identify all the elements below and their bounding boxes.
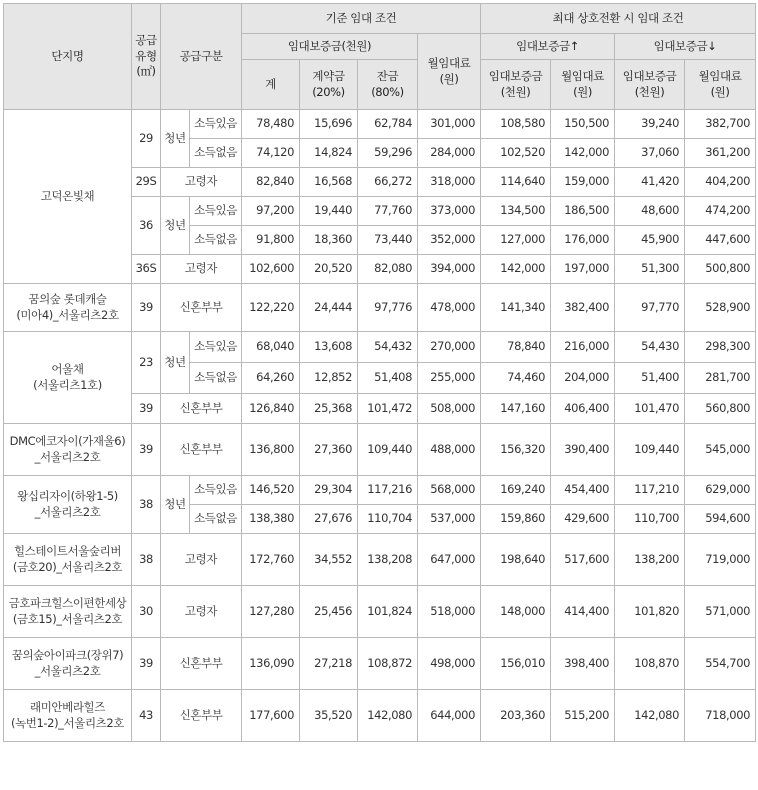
cell-down: 29,304	[300, 476, 358, 505]
cell-down: 13,608	[300, 332, 358, 363]
cell-down-rent: 718,000	[685, 690, 756, 742]
cell-balance: 62,784	[358, 110, 418, 139]
category-group: 청년	[161, 332, 190, 394]
cell-total: 74,120	[242, 139, 300, 168]
cell-down-rent: 298,300	[685, 332, 756, 363]
supply-type: 29	[132, 110, 161, 168]
cell-rent: 647,000	[418, 534, 481, 586]
supply-type: 43	[132, 690, 161, 742]
cell-down: 27,360	[300, 424, 358, 476]
cell-balance: 54,432	[358, 332, 418, 363]
cell-down-deposit: 37,060	[615, 139, 685, 168]
cell-down-deposit: 41,420	[615, 168, 685, 197]
cell-up-deposit: 203,360	[481, 690, 551, 742]
header-balance: 잔금 (80%)	[358, 60, 418, 110]
category-sub: 소득없음	[190, 139, 242, 168]
cell-up-deposit: 156,320	[481, 424, 551, 476]
cell-total: 172,760	[242, 534, 300, 586]
table-row	[4, 586, 756, 638]
cell-total: 136,800	[242, 424, 300, 476]
complex-name: 꿈의숲 롯데캐슬 (미아4)_서울리츠2호	[4, 284, 132, 332]
cell-balance: 101,824	[358, 586, 418, 638]
cell-down: 25,456	[300, 586, 358, 638]
cell-rent: 352,000	[418, 226, 481, 255]
cell-down-deposit: 54,430	[615, 332, 685, 363]
cell-total: 68,040	[242, 332, 300, 363]
category: 신혼부부	[161, 690, 242, 742]
header-supply-type: 공급 유형 (㎡)	[132, 4, 161, 110]
header-down-payment: 계약금 (20%)	[300, 60, 358, 110]
cell-up-deposit: 156,010	[481, 638, 551, 690]
cell-down-deposit: 101,820	[615, 586, 685, 638]
cell-down: 18,360	[300, 226, 358, 255]
cell-up-deposit: 102,520	[481, 139, 551, 168]
header-up-deposit: 임대보증금 (천원)	[481, 60, 551, 110]
cell-total: 177,600	[242, 690, 300, 742]
cell-up-rent: 176,000	[551, 226, 615, 255]
cell-total: 146,520	[242, 476, 300, 505]
supply-type: 39	[132, 638, 161, 690]
cell-balance: 51,408	[358, 363, 418, 394]
supply-type: 39	[132, 284, 161, 332]
supply-type: 38	[132, 534, 161, 586]
header-up-rent: 월임대료 (원)	[551, 60, 615, 110]
cell-up-rent: 517,600	[551, 534, 615, 586]
category: 신혼부부	[161, 424, 242, 476]
cell-down-deposit: 39,240	[615, 110, 685, 139]
cell-total: 82,840	[242, 168, 300, 197]
header-deposit-down: 임대보증금↓	[615, 34, 756, 60]
category-group: 청년	[161, 197, 190, 255]
cell-rent: 518,000	[418, 586, 481, 638]
cell-total: 136,090	[242, 638, 300, 690]
cell-rent: 373,000	[418, 197, 481, 226]
cell-up-rent: 186,500	[551, 197, 615, 226]
header-monthly-rent: 월임대료 (원)	[418, 34, 481, 110]
cell-down: 25,368	[300, 394, 358, 424]
cell-rent: 537,000	[418, 505, 481, 534]
cell-up-deposit: 74,460	[481, 363, 551, 394]
cell-total: 126,840	[242, 394, 300, 424]
cell-up-rent: 406,400	[551, 394, 615, 424]
category-sub: 소득없음	[190, 505, 242, 534]
cell-total: 138,380	[242, 505, 300, 534]
cell-up-rent: 197,000	[551, 255, 615, 284]
cell-down-rent: 545,000	[685, 424, 756, 476]
cell-up-deposit: 148,000	[481, 586, 551, 638]
cell-down-rent: 560,800	[685, 394, 756, 424]
cell-down-rent: 382,700	[685, 110, 756, 139]
cell-down-rent: 281,700	[685, 363, 756, 394]
cell-rent: 255,000	[418, 363, 481, 394]
cell-down-rent: 474,200	[685, 197, 756, 226]
cell-balance: 77,760	[358, 197, 418, 226]
cell-down: 12,852	[300, 363, 358, 394]
cell-rent: 644,000	[418, 690, 481, 742]
cell-up-deposit: 147,160	[481, 394, 551, 424]
category: 고령자	[161, 255, 242, 284]
cell-down-deposit: 117,210	[615, 476, 685, 505]
category: 신혼부부	[161, 284, 242, 332]
cell-down-deposit: 110,700	[615, 505, 685, 534]
cell-balance: 108,872	[358, 638, 418, 690]
supply-type: 30	[132, 586, 161, 638]
header-standard-terms: 기준 임대 조건	[242, 4, 481, 34]
cell-up-rent: 390,400	[551, 424, 615, 476]
supply-type: 39	[132, 394, 161, 424]
cell-up-rent: 414,400	[551, 586, 615, 638]
header-down-deposit: 임대보증금 (천원)	[615, 60, 685, 110]
complex-name: DMC에코자이(가재울6) _서울리츠2호	[4, 424, 132, 476]
table-row	[4, 476, 756, 505]
cell-down-rent: 500,800	[685, 255, 756, 284]
header-deposit-up: 임대보증금↑	[481, 34, 615, 60]
complex-name: 힐스테이트서울숲리버 (금호20)_서울리츠2호	[4, 534, 132, 586]
cell-up-deposit: 198,640	[481, 534, 551, 586]
table-row	[4, 110, 756, 139]
category: 신혼부부	[161, 394, 242, 424]
supply-type: 39	[132, 424, 161, 476]
category-sub: 소득있음	[190, 476, 242, 505]
cell-down: 20,520	[300, 255, 358, 284]
table-row	[4, 284, 756, 332]
cell-total: 78,480	[242, 110, 300, 139]
cell-rent: 318,000	[418, 168, 481, 197]
header-max-terms: 최대 상호전환 시 임대 조건	[481, 4, 756, 34]
cell-up-deposit: 134,500	[481, 197, 551, 226]
cell-up-rent: 150,500	[551, 110, 615, 139]
cell-down: 15,696	[300, 110, 358, 139]
cell-total: 102,600	[242, 255, 300, 284]
cell-down-rent: 554,700	[685, 638, 756, 690]
cell-up-deposit: 169,240	[481, 476, 551, 505]
table-row	[4, 424, 756, 476]
cell-down: 34,552	[300, 534, 358, 586]
supply-type: 23	[132, 332, 161, 394]
complex-name: 꿈의숲아이파크(장위7) _서울리츠2호	[4, 638, 132, 690]
category-sub: 소득있음	[190, 110, 242, 139]
cell-balance: 82,080	[358, 255, 418, 284]
header-complex-name: 단지명	[4, 4, 132, 110]
cell-down-rent: 404,200	[685, 168, 756, 197]
cell-balance: 59,296	[358, 139, 418, 168]
cell-rent: 568,000	[418, 476, 481, 505]
category-sub: 소득없음	[190, 363, 242, 394]
cell-rent: 394,000	[418, 255, 481, 284]
cell-up-deposit: 78,840	[481, 332, 551, 363]
cell-rent: 284,000	[418, 139, 481, 168]
cell-down: 35,520	[300, 690, 358, 742]
header-supply-category: 공급구분	[161, 4, 242, 110]
table-row	[4, 690, 756, 742]
cell-down-deposit: 51,300	[615, 255, 685, 284]
cell-down-rent: 447,600	[685, 226, 756, 255]
category: 고령자	[161, 586, 242, 638]
cell-up-rent: 429,600	[551, 505, 615, 534]
cell-down-deposit: 138,200	[615, 534, 685, 586]
cell-rent: 270,000	[418, 332, 481, 363]
cell-rent: 301,000	[418, 110, 481, 139]
category-group: 청년	[161, 110, 190, 168]
cell-total: 97,200	[242, 197, 300, 226]
cell-down: 27,676	[300, 505, 358, 534]
category: 고령자	[161, 534, 242, 586]
cell-balance: 138,208	[358, 534, 418, 586]
cell-down-deposit: 108,870	[615, 638, 685, 690]
supply-type: 29S	[132, 168, 161, 197]
cell-total: 122,220	[242, 284, 300, 332]
cell-down-deposit: 45,900	[615, 226, 685, 255]
cell-up-rent: 142,000	[551, 139, 615, 168]
cell-balance: 73,440	[358, 226, 418, 255]
cell-up-rent: 398,400	[551, 638, 615, 690]
cell-down: 24,444	[300, 284, 358, 332]
cell-rent: 488,000	[418, 424, 481, 476]
cell-down-deposit: 97,770	[615, 284, 685, 332]
category-sub: 소득없음	[190, 226, 242, 255]
header-down-rent: 월임대료 (원)	[685, 60, 756, 110]
cell-down: 16,568	[300, 168, 358, 197]
cell-balance: 142,080	[358, 690, 418, 742]
cell-balance: 109,440	[358, 424, 418, 476]
cell-down-rent: 528,900	[685, 284, 756, 332]
cell-down: 19,440	[300, 197, 358, 226]
cell-down-rent: 571,000	[685, 586, 756, 638]
cell-down-rent: 594,600	[685, 505, 756, 534]
cell-balance: 101,472	[358, 394, 418, 424]
cell-down: 14,824	[300, 139, 358, 168]
cell-rent: 508,000	[418, 394, 481, 424]
cell-balance: 97,776	[358, 284, 418, 332]
cell-up-deposit: 127,000	[481, 226, 551, 255]
cell-up-rent: 204,000	[551, 363, 615, 394]
cell-rent: 498,000	[418, 638, 481, 690]
cell-total: 91,800	[242, 226, 300, 255]
cell-down-deposit: 142,080	[615, 690, 685, 742]
table-row	[4, 534, 756, 586]
cell-total: 127,280	[242, 586, 300, 638]
complex-name: 래미안베라힐즈 (녹번1-2)_서울리츠2호	[4, 690, 132, 742]
category-sub: 소득있음	[190, 332, 242, 363]
complex-name: 금호파크힐스이편한세상 (금호15)_서울리츠2호	[4, 586, 132, 638]
rental-conditions-table	[3, 3, 756, 742]
supply-type: 36S	[132, 255, 161, 284]
supply-type: 38	[132, 476, 161, 534]
header-deposit: 임대보증금(천원)	[242, 34, 418, 60]
cell-down-rent: 361,200	[685, 139, 756, 168]
cell-up-deposit: 141,340	[481, 284, 551, 332]
complex-name: 고덕온빛채	[4, 110, 132, 284]
cell-balance: 66,272	[358, 168, 418, 197]
cell-up-deposit: 114,640	[481, 168, 551, 197]
cell-balance: 110,704	[358, 505, 418, 534]
complex-name: 왕십리자이(하왕1-5) _서울리츠2호	[4, 476, 132, 534]
cell-down-deposit: 51,400	[615, 363, 685, 394]
category-sub: 소득있음	[190, 197, 242, 226]
cell-down-deposit: 101,470	[615, 394, 685, 424]
cell-up-deposit: 159,860	[481, 505, 551, 534]
complex-name: 어울채 (서울리츠1호)	[4, 332, 132, 424]
cell-down-deposit: 109,440	[615, 424, 685, 476]
cell-up-rent: 159,000	[551, 168, 615, 197]
cell-up-rent: 454,400	[551, 476, 615, 505]
cell-total: 64,260	[242, 363, 300, 394]
cell-up-rent: 216,000	[551, 332, 615, 363]
cell-up-deposit: 108,580	[481, 110, 551, 139]
cell-down-rent: 629,000	[685, 476, 756, 505]
cell-down-deposit: 48,600	[615, 197, 685, 226]
table-row	[4, 638, 756, 690]
supply-type: 36	[132, 197, 161, 255]
cell-up-rent: 515,200	[551, 690, 615, 742]
cell-up-deposit: 142,000	[481, 255, 551, 284]
category: 신혼부부	[161, 638, 242, 690]
cell-up-rent: 382,400	[551, 284, 615, 332]
cell-rent: 478,000	[418, 284, 481, 332]
table-row	[4, 332, 756, 363]
cell-down-rent: 719,000	[685, 534, 756, 586]
category-group: 청년	[161, 476, 190, 534]
cell-down: 27,218	[300, 638, 358, 690]
cell-balance: 117,216	[358, 476, 418, 505]
category: 고령자	[161, 168, 242, 197]
header-total: 계	[242, 60, 300, 110]
